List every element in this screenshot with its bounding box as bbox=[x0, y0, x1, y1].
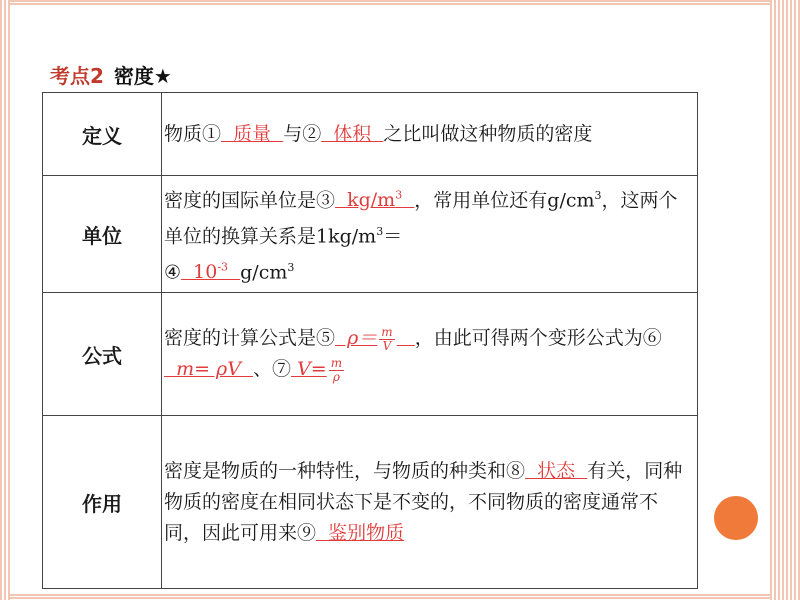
answer-blank-7 bbox=[291, 355, 346, 384]
answer-blank-3 bbox=[335, 189, 414, 211]
row-label-definition: 定义 bbox=[43, 93, 162, 176]
superscript: 3 bbox=[376, 224, 384, 238]
superscript: 3 bbox=[395, 188, 403, 202]
text: 密度是物质的一种特性，与物质的种类和⑧ bbox=[164, 459, 526, 482]
table-row-definition bbox=[43, 93, 698, 176]
text: g/cm bbox=[240, 261, 288, 284]
answer-text bbox=[397, 327, 415, 349]
answer-text bbox=[402, 189, 414, 211]
answer-blank-8: 状态 bbox=[525, 459, 588, 482]
decorative-orange-circle bbox=[714, 496, 758, 540]
text: ，由此可得两个变形公式为⑥ bbox=[414, 327, 662, 349]
section-heading bbox=[50, 60, 172, 89]
decorative-top-border bbox=[0, 0, 800, 6]
fraction-denominator: V bbox=[382, 338, 392, 353]
text: 物质① bbox=[164, 122, 222, 145]
table-row-use bbox=[43, 416, 698, 589]
answer-blank-5 bbox=[335, 324, 415, 353]
answer-text: 10 bbox=[181, 261, 218, 284]
answer-text: V= bbox=[291, 358, 327, 380]
row-content-unit bbox=[162, 176, 698, 293]
text: ④ bbox=[164, 261, 182, 284]
text: 之比叫做这种物质的密度 bbox=[383, 122, 593, 145]
heading-title: 密度★ bbox=[113, 64, 172, 88]
decorative-bottom-border bbox=[0, 594, 800, 600]
fraction bbox=[379, 326, 394, 353]
row-content-definition bbox=[162, 93, 698, 176]
text: 密度的国际单位是③ bbox=[164, 188, 336, 211]
table-row-unit bbox=[43, 176, 698, 293]
superscript: 3 bbox=[594, 188, 602, 202]
decorative-right-border bbox=[770, 0, 800, 600]
heading-label: 考点2 bbox=[50, 64, 104, 88]
row-label-formula: 公式 bbox=[43, 293, 162, 416]
text: ，常用单位还有g/cm bbox=[414, 188, 595, 211]
text: 密度的计算公式是⑤ bbox=[164, 327, 336, 349]
answer-blank-1: 质量 bbox=[221, 122, 284, 145]
answer-text: kg/m bbox=[335, 188, 396, 211]
fraction-numerator: m bbox=[330, 355, 343, 370]
answer-text: ρ＝ bbox=[335, 327, 378, 349]
row-content-formula bbox=[162, 293, 698, 416]
density-table bbox=[42, 92, 698, 589]
decorative-left-border bbox=[0, 0, 10, 600]
fraction-denominator: ρ bbox=[332, 369, 340, 384]
text: 、⑦ bbox=[253, 358, 292, 380]
superscript: -3 bbox=[217, 261, 229, 275]
text: ，这两个单位的换算关系是1kg/m bbox=[164, 188, 678, 248]
answer-blank-2: 体积 bbox=[321, 122, 384, 145]
text: 与② bbox=[283, 122, 322, 145]
row-label-use: 作用 bbox=[43, 416, 162, 589]
fraction bbox=[329, 357, 344, 384]
row-label-unit: 单位 bbox=[43, 176, 162, 293]
text: ＝ bbox=[383, 225, 403, 248]
text: 有关，同种物质的密度在相同状态下是不变的，不同物质的密度通常不同，因此可用来⑨ bbox=[164, 459, 683, 544]
fraction-numerator: m bbox=[381, 324, 393, 339]
row-content-use bbox=[162, 416, 698, 589]
answer-text bbox=[228, 261, 240, 283]
answer-blank-9: 鉴别物质 bbox=[316, 521, 405, 544]
answer-blank-4 bbox=[181, 261, 240, 283]
answer-blank-6: m= ρV bbox=[164, 358, 254, 380]
table-row-formula bbox=[43, 293, 698, 416]
superscript: 3 bbox=[287, 261, 295, 275]
